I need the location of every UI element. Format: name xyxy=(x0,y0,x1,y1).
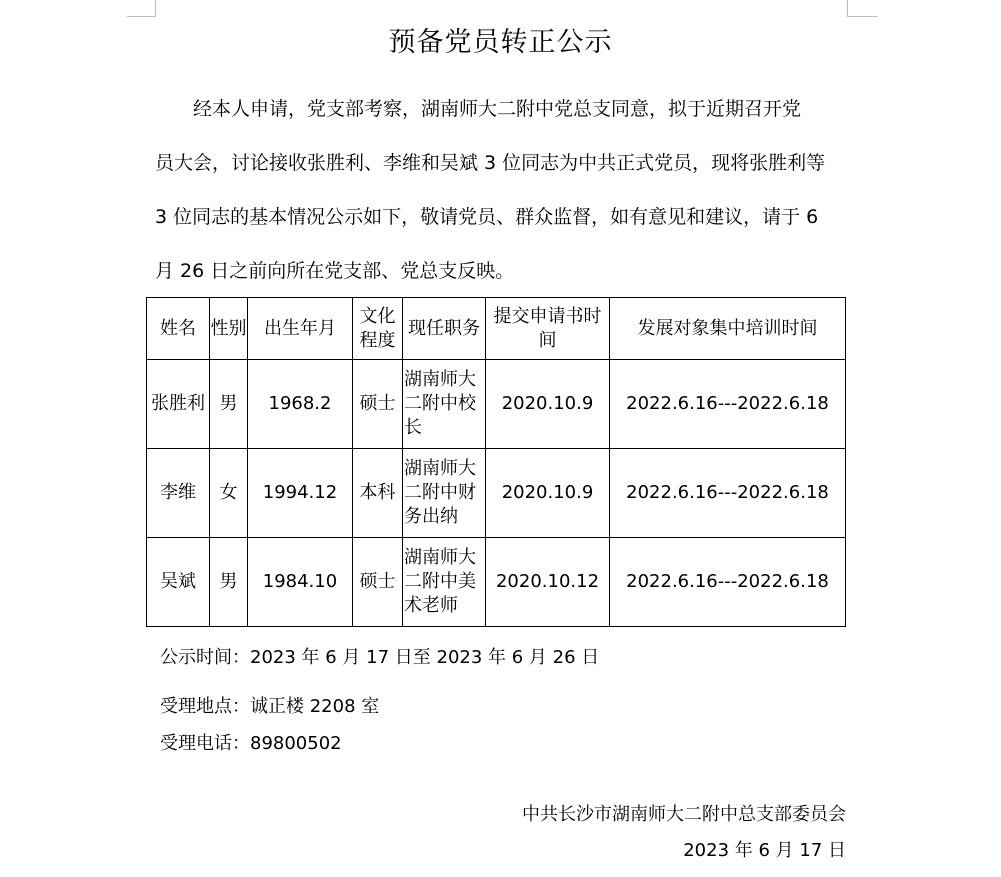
birth-cell: 1968.2 xyxy=(248,360,353,449)
birth-cell: 1994.12 xyxy=(248,449,353,538)
page-corner-mark-left xyxy=(127,0,156,17)
header-cell: 文化程度 xyxy=(353,298,403,360)
notice-period: 公示时间：2023 年 6 月 17 日至 2023 年 6 月 26 日 xyxy=(160,647,600,668)
table-row xyxy=(147,360,846,449)
position-cell: 湖南师大二附中校长 xyxy=(403,360,486,449)
header-cell: 性别 xyxy=(210,298,248,360)
gender-cell: 男 xyxy=(210,360,248,449)
training-period-cell: 2022.6.16---2022.6.18 xyxy=(610,360,846,449)
table-row xyxy=(147,449,846,538)
header-cell: 提交申请书时间 xyxy=(486,298,610,360)
acceptance-location: 受理地点：诚正楼 2208 室 xyxy=(160,696,380,717)
training-period-cell: 2022.6.16---2022.6.18 xyxy=(610,449,846,538)
signature-date: 2023 年 6 月 17 日 xyxy=(683,840,846,861)
table-header-row xyxy=(147,298,846,360)
body-line: 月 26 日之前向所在党支部、党总支反映。 xyxy=(155,260,515,282)
training-period-cell: 2022.6.16---2022.6.18 xyxy=(610,538,846,627)
page-corner-mark-right xyxy=(847,0,878,17)
signature-organization: 中共长沙市湖南师大二附中总支部委员会 xyxy=(522,804,846,825)
member-info-table xyxy=(146,297,846,627)
body-line: 3 位同志的基本情况公示如下，敬请党员、群众监督，如有意见和建议，请于 6 xyxy=(155,206,819,228)
education-cell: 硕士 xyxy=(353,538,403,627)
name-cell: 李维 xyxy=(147,449,210,538)
position-cell: 湖南师大二附中财务出纳 xyxy=(403,449,486,538)
position-cell: 湖南师大二附中美术老师 xyxy=(403,538,486,627)
body-line: 员大会，讨论接收张胜利、李维和吴斌 3 位同志为中共正式党员，现将张胜利等 xyxy=(155,152,826,174)
gender-cell: 男 xyxy=(210,538,248,627)
body-paragraph xyxy=(155,82,855,298)
gender-cell: 女 xyxy=(210,449,248,538)
name-cell: 张胜利 xyxy=(147,360,210,449)
page-title: 预备党员转正公示 xyxy=(388,27,613,58)
birth-cell: 1984.10 xyxy=(248,538,353,627)
header-cell: 出生年月 xyxy=(248,298,353,360)
table-row xyxy=(147,538,846,627)
application-date-cell: 2020.10.9 xyxy=(486,360,610,449)
application-date-cell: 2020.10.12 xyxy=(486,538,610,627)
body-line: 经本人申请，党支部考察，湖南师大二附中党总支同意，拟于近期召开党 xyxy=(155,98,802,120)
name-cell: 吴斌 xyxy=(147,538,210,627)
acceptance-phone: 受理电话：89800502 xyxy=(160,733,342,754)
header-cell: 发展对象集中培训时间 xyxy=(610,298,846,360)
education-cell: 硕士 xyxy=(353,360,403,449)
header-cell: 现任职务 xyxy=(403,298,486,360)
education-cell: 本科 xyxy=(353,449,403,538)
application-date-cell: 2020.10.9 xyxy=(486,449,610,538)
header-cell: 姓名 xyxy=(147,298,210,360)
